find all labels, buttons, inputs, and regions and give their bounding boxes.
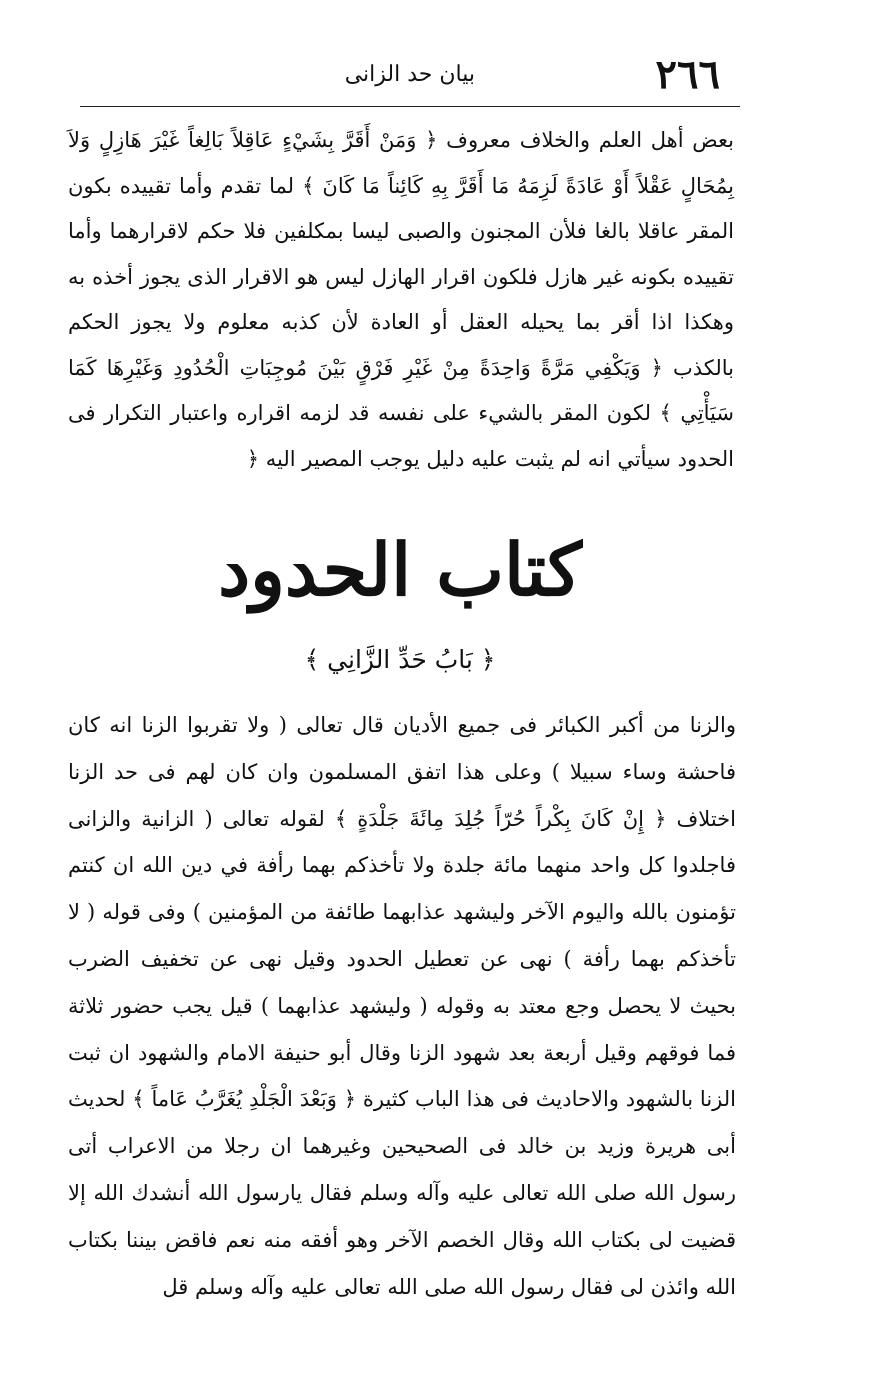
paragraph-bottom: والزنا من أكبر الكبائر فى جميع الأديان قال تعالى ( ولا تقربوا الزنا انه كان فاحشة وساء سبيلا ) وعلى هذا اتفق المسلمون وان كان لهم فى حد الزنا اختلاف ﴿ إِنْ كَانَ بِكْراً حُرّاً جُلِدَ مِائَةَ جَلْدَةٍ ﴾ لقوله تعالى ( الزانية والزانى فاجلدوا كل واحد منهما مائة جلدة ولا تأخذكم بهما رأفة في دين الله ان كنتم تؤمنون بالله واليوم الآخر وليشهد عذابهما طائفة من المؤمنين ) وفى قوله ( لا تأخذكم بهما رأفة ) نهى عن تعطيل الحدود وقيل نهى عن تخفيف الضرب بحيث لا يحصل وجع معتد به وقوله ( وليشهد عذابهما ) قيل يجب حضور ثلاثة فما فوقهم وقيل أربعة بعد شهود الزنا وقال أبو حنيفة الامام والشهود ان ثبت الزنا بالشهود والاحاديث فى هذا الباب كثيرة ﴿ وَبَعْدَ الْجَلْدِ يُغَرَّبُ عَاماً ﴾ لحديث أبى هريرة وزيد بن خالد فى الصحيحين وغيرهما ان رجلا من الاعراب أتى رسول الله صلى الله تعالى عليه وآله وسلم فقال يارسول الله أنشدك الله إلا قضيت لى بكتاب الله وقال الخصم الآخر وهو أفقه منه نعم فاقض بيننا بكتاب الله وائذن لى فقال رسول الله صلى الله تعالى عليه وآله وسلم قل (68, 713, 736, 1299)
paragraph-top: بعض أهل العلم والخلاف معروف ﴿ وَمَنْ أَقَرَّ بِشَيْءٍ عَاقِلاً بَالِغاً غَيْرَ هَازِلٍ وَلاَ بِمُحَالٍ عَقْلاً أَوْ عَادَةً لَزِمَهُ مَا أَقَرَّ بِهِ كَائِناً مَا كَانَ ﴾ لما تقدم وأما تقييده بكون المقر عاقلا بالغا فلأن المجنون والصبى ليسا بمكلفين فلا حكم لاقرارهما وأما تقييده بكونه غير هازل فلكون اقرار الهازل ليس هو الاقرار الذى يجوز أخذه به وهكذا اذا أقر بما يحيله العقل أو العادة لأن كذبه معلوم ولا يجوز الحكم بالكذب ﴿ وَيَكْفِي مَرَّةً وَاحِدَةً مِنْ غَيْرِ فَرْقٍ بَيْنَ مُوجِبَاتِ الْحُدُودِ وَغَيْرِهَا كَمَا سَيَأْتِي ﴾ لكون المقر بالشيء على نفسه قد لزمه اقراره واعتبار التكرار فى الحدود سيأتي انه لم يثبت عليه دليل يوجب المصير اليه ﴿ (68, 128, 734, 471)
text-block-bottom (68, 702, 736, 1310)
book-title: كتاب الحدود (218, 527, 582, 612)
running-title: بيان حد الزانى (344, 62, 475, 87)
page-number: ٢٦٦ (655, 51, 720, 98)
text-block-top (68, 118, 734, 482)
header-rule (80, 106, 740, 107)
page-header (80, 52, 740, 98)
chapter-heading: ﴿ بَابُ حَدِّ الزَّانِي ﴾ (304, 645, 496, 674)
